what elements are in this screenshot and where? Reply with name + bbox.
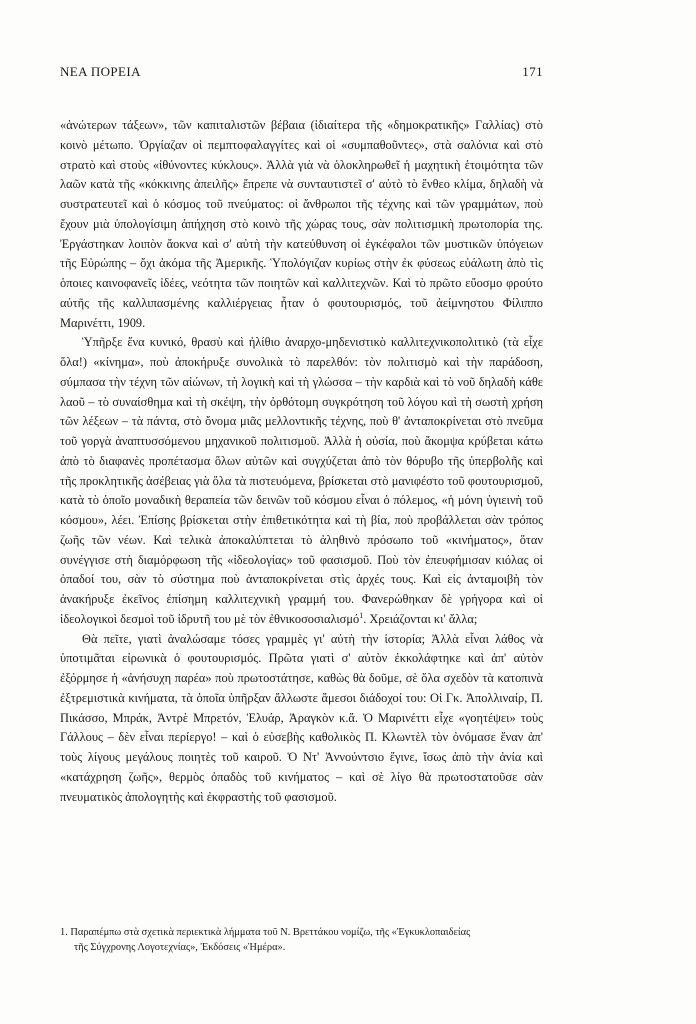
paragraph-1 bbox=[60, 116, 543, 333]
journal-title: ΝΕΑ ΠΟΡΕΙΑ bbox=[60, 64, 141, 79]
footnote-text-2: τῆς Σύγχρονης Λογοτεχνίας», Ἐκδόσεις «Ἡμέρα». bbox=[74, 942, 286, 953]
paragraph-2-tail: . Χρειάζονται κι' ἄλλα; bbox=[363, 611, 478, 626]
footnote-reference[interactable]: 1 bbox=[359, 610, 364, 620]
paragraph-2-text: Ὑπῆρξε ἕνα κυνικό, θρασὺ καὶ ἠλίθιο ἀναρχο-μηδενιστικὸ καλλιτεχνικοπολιτικὸ (τὰ εἶχε ὅλα!) «κίνημα», ποὺ ἀποκήρυξε συνολικὰ τὸ παρελθόν: τὸν πολιτισμὸ καὶ τὴν παράδοση, σύμπασα τὴν τέχνη τῶν αἰώνων, τὴ λογικὴ καὶ τὴ γλώσσα – τὴν καρδιὰ καὶ τὸ νοῦ δηλαδὴ κάθε λαοῦ – τὸ συναίσθημα καὶ τὴ σκέψη, τὴν ὀρθότομη συγκρότηση τοῦ λόγου καὶ τὴ σωστὴ χρήση τῶν λέξεων – τὰ πάντα, στὸ ὄνομα μιᾶς μελλοντικῆς τέχνης, ποὺ θ' ἀνταποκρίνεται στὸ πνεῦμα τοῦ γοργὰ ἀναπτυσσόμενου μηχανικοῦ πολιτισμοῦ. Ἀλλὰ ἡ οὐσία, ποὺ ἄκομψα κρύβεται κάτω ἀπὸ τὸ διαφανὲς προπέτασμα ὅλων αὐτῶν καὶ συγχύζεται ἀπὸ τὸν θόρυβο τῆς ὑπερβολῆς καὶ τῆς προκλητικῆς ἀσέβειας γιὰ ὅλα τὰ πιστευόμενα, βρίσκεται στὸ μανιφέστο τοῦ φουτουρισμοῦ, κατὰ τὸ ὁποῖο μοναδικὴ θεραπεία τῶν δεινῶν τοῦ κόσμου εἶναι ὁ πόλεμος, «ἡ μόνη ὑγιεινὴ τοῦ κόσμου», λέει. Ἐπίσης βρίσκεται στὴν ἐπιθετικότητα καὶ τὴ βία, ποὺ προβάλλεται σὰν τρόπος ζωῆς τῶν νέων. Καὶ τελικὰ ἀποκαλύπτεται τὸ ἀληθινὸ πρόσωπο τοῦ «κινήματος», ὅταν συνέγγισε στὴ διαμόρφωση τῆς «ἰδεολογίας» τοῦ φασισμοῦ. Ποὺ τὸν ἐπευφήμισαν κιόλας οἱ ὀπαδοί του, σὰν τὸ σύστημα ποὺ ἀνταποκρίνεται στὶς ἀρχές τους. Καὶ εἰς ἀνταμοιβὴ τὸν ἀνακήρυξε ἐκεῖνος ἐπίσημη καλλιτεχνικὴ γραμμή του. Φανερώθηκαν δὲ γρήγορα καὶ οἱ ἰδεολογικοὶ δεσμοὶ τοῦ ἱδρυτῆ του μὲ τὸν ἐθνικοσοσιαλισμό bbox=[60, 335, 543, 626]
footnote bbox=[60, 925, 543, 955]
paragraph-2 bbox=[60, 333, 543, 629]
footnote-line-2 bbox=[60, 940, 543, 955]
paragraph-3 bbox=[60, 630, 543, 808]
body-text bbox=[60, 116, 543, 807]
paragraph-3-text: Θὰ πεῖτε, γιατὶ ἀναλώσαμε τόσες γραμμὲς γι' αὐτὴ τὴν ἱστορία; Ἀλλὰ εἶναι λάθος νὰ ὑποτιμᾶται εἰρωνικὰ ὁ φουτουρισμός. Πρῶτα γιατὶ σ' αὐτὸν ἐκκολάφτηκε καὶ ἀπ' αὐτὸν ἐξόρμησε ἡ «ἀνήσυχη παρέα» ποὺ πρωτοστάτησε, καθὼς θὰ δοῦμε, σὲ ὅλα σχεδὸν τὰ κατοπινὰ ἐξτρεμιστικὰ κινήματα, τὰ ὁποῖα ὑπῆρξαν ἄλλωστε ἄμεσοι διάδοχοί του: Οἱ Γκ. Ἀπολλιναίρ, Π. Πικάσσο, Μπράκ, Ἀντρὲ Μπρετόν, Ἐλυάρ, Ἀραγκὸν κ.ἄ. Ὁ Μαρινέττι εἶχε «γοητέψει» τοὺς Γάλλους – δὲν εἶναι περίεργο! – καὶ ὁ εὐσεβὴς καθολικὸς Π. Κλωντὲλ τὸν ὀνόμασε ἕναν ἀπ' τοὺς λίγους μεγάλους ποιητὲς τοῦ καιροῦ. Ὁ Ντ' Ἀννούντσιο ἔγινε, ἴσως ἀπὸ τὴν ἀνία καὶ «κατάχρηση ζωῆς», θερμὸς ὀπαδὸς τοῦ κινήματος – καὶ σὲ λίγο θὰ πρωτοστατοῦσε σὰν πνευματικὸς ἀπολογητὴς καὶ ἐκφραστὴς τοῦ φασισμοῦ. bbox=[60, 631, 543, 804]
running-head bbox=[60, 64, 543, 84]
paragraph-1-text: «ἀνώτερων τάξεων», τῶν καπιταλιστῶν βέβαια (ἰδιαίτερα τῆς «δημοκρατικῆς» Γαλλίας) στὸ κοινὸ μέτωπο. Ὀργίαζαν οἱ πεμπτοφαλαγγίτες καὶ οἱ «συμπαθοῦντες», στὰ σαλόνια καὶ στὸ στρατὸ καὶ στοὺς «ἰθύνοντες κύκλους». Ἀλλὰ γιὰ νὰ ὁλοκληρωθεῖ ἡ μαχητικὴ ἑτοιμότητα τῶν λαῶν κατὰ τῆς «κόκκινης ἀπειλῆς» ἔπρεπε νὰ συνταυτιστεῖ σ' αὐτὸ τὸ ἔνθεο κλίμα, δηλαδὴ νὰ συστρατευτεῖ καὶ ὁ κόσμος τοῦ πνεύματος: οἱ ἄνθρωποι τῆς τέχνης καὶ τῶν γραμμάτων, ποὺ ἔχουν μιὰ ὑπολογίσιμη ἀπήχηση στὸ κοινὸ τῆς χώρας τους, σὰν πολιτισμικὴ πρωτοπορία της. Ἐργάστηκαν λοιπὸν ἄοκνα καὶ σ' αὐτὴ τὴν κατεύθυνση οἱ ἐγκέφαλοι τῶν μυστικῶν ὑπόγειων τῆς Εὐρώπης – ὄχι ἀκόμα τῆς Ἀμερικῆς. Ὑπολόγιζαν κυρίως στὴν ἐκ φύσεως εὐάλωτη ἀπὸ τὶς ὁποιες καινοφανεῖς ἰδέες, νεότητα τῶν ποιητῶν καὶ καλλιτεχνῶν. Καὶ τὸ πρῶτο εὔοσμο φρούτο αὐτῆς τῆς καλλιπασμένης καλλιέργειας ἦταν ὁ φουτουρισμός, τοῦ ἀείμνηστου Φίλιππο Μαρινέττι, 1909. bbox=[60, 118, 543, 330]
page-number: 171 bbox=[522, 64, 543, 79]
footnote-text-1: Παραπέμπω στὰ σχετικὰ περιεκτικὰ λήμματα τοῦ Ν. Βρεττάκου νομίζω, τῆς «Ἐγκυκλοπαιδείας bbox=[70, 927, 471, 938]
footnote-number: 1. bbox=[60, 927, 68, 938]
footnote-line-1 bbox=[60, 925, 543, 940]
